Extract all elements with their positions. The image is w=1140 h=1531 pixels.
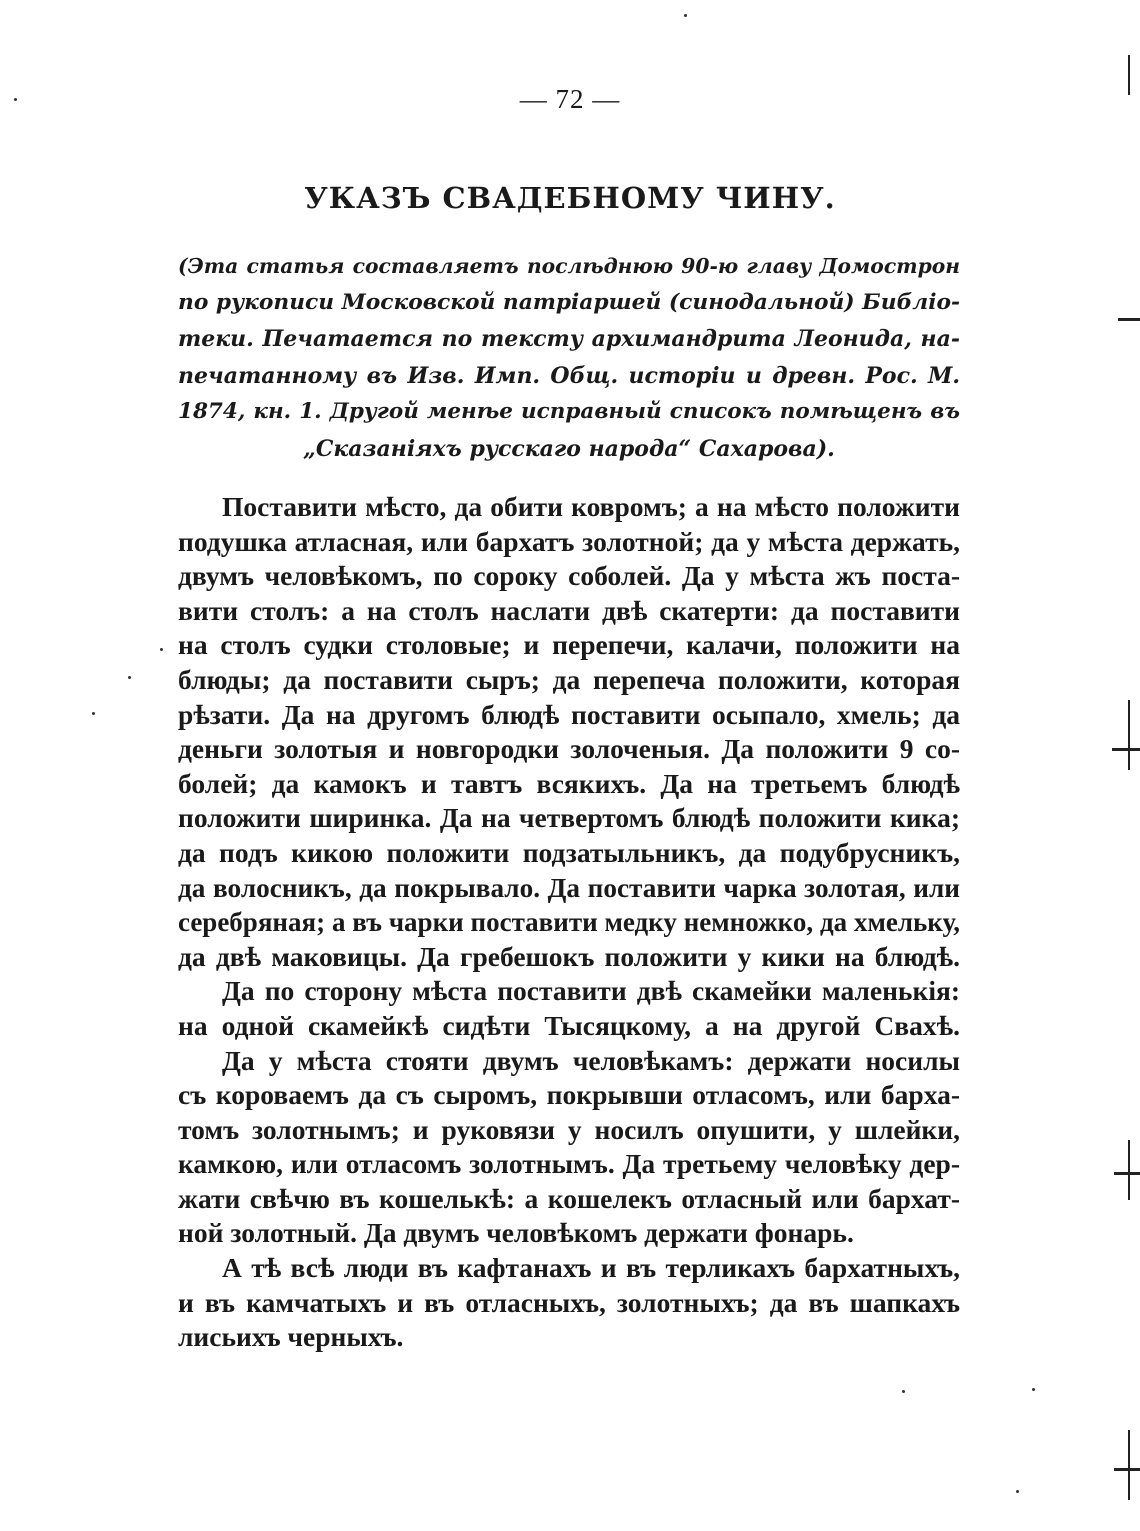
note-line: (Эта статья составляетъ послѣднюю 90-ю главу Домострон [178,254,960,278]
scan-edge-mark [1128,1430,1130,1500]
scan-speck [14,98,17,101]
text-line: камкою, или отласомъ золотнымъ. Да третьему человѣку дер- [178,1148,960,1180]
text-line: лисьихъ черныхъ. [178,1321,404,1353]
scan-speck [160,648,163,651]
note-line: „Сказаніяхъ русскаго народа“ Сахарова). [303,435,835,462]
text-line: Поставити мѣсто, да обити ковромъ; а на мѣсто положити [222,491,960,522]
text-line: серебряная; а въ чарки поставити медку немножко, да хмельку, [178,907,960,938]
text-line: положити ширинка. Да на четвертомъ блюдѣ положити кика; [178,802,960,834]
scan-speck [902,1390,905,1393]
text-line: А тѣ всѣ люди въ кафтанахъ и въ терликахъ бархатныхъ, [222,1252,960,1284]
text-line: болей; да камокъ и тавтъ всякихъ. Да на третьемъ блюдѣ [178,767,960,799]
note-line: 1874, кн. 1. Другой менѣе исправный списокъ помѣщенъ въ [178,399,960,424]
text-line: вити столъ: а на столъ наслати двѣ скатерти: да поставити [178,594,960,626]
scan-speck [92,712,95,715]
text-line: жати свѣчю въ кошелькѣ: а кошелекъ отласный или бархат- [178,1182,960,1214]
scan-edge-mark [1128,700,1130,770]
scan-edge-mark [1112,748,1140,751]
scan-speck [684,14,687,17]
text-line: блюды; да поставити сыръ; да перепеча положити, которая [178,663,960,695]
text-line: Да у мѣста стояти двумъ человѣкамъ: держати носилы [222,1044,960,1076]
scan-speck [1016,1490,1019,1493]
text-line: да подъ кикою положити подзатыльникъ, да подубрусникъ, [178,836,960,868]
text-line: и въ камчатыхъ и въ отласныхъ, золотныхъ; да въ шапкахъ [178,1286,960,1318]
scan-edge-mark [1128,55,1130,95]
text-line: двумъ человѣкомъ, по сороку соболей. Да у мѣста жъ поста- [178,560,960,592]
section-title: УКАЗЪ СВАДЕБНОМУ ЧИНУ. [304,181,836,215]
text-line: рѣзати. Да на другомъ блюдѣ поставити осыпало, хмель; да [178,698,960,730]
scan-edge-mark [1114,1468,1140,1471]
note-line: теки. Печатается по тексту архимандрита Леонида, на- [178,326,960,352]
text-line: томъ золотнымъ; и руковязи у носилъ опушити, у шлейки, [178,1113,960,1145]
scan-speck [1032,1388,1035,1391]
text-line: на одной скамейкѣ сидѣти Тысяцкому, а на другой Свахѣ. [178,1009,960,1041]
text-line: да волосникъ, да покрывало. Да поставити чарка золотая, или [178,872,960,903]
text-line: да двѣ маковицы. Да гребешокъ положити у кики на блюдѣ. [178,940,960,972]
text-line: деньги золотыя и новгородки золоченыя. Да положити 9 со- [178,733,960,765]
main-text [178,490,960,1355]
text-line: ной золотный. Да двумъ человѣкомъ держати фонарь. [178,1217,854,1249]
text-line: съ короваемъ да съ сыромъ, покрывши отласомъ, или барха- [178,1079,960,1111]
editorial-note [178,248,960,467]
text-line: Да по сторону мѣста поставити двѣ скамейки маленькія: [222,975,960,1007]
scan-speck [128,676,131,679]
scan-edge-mark [1118,318,1140,321]
page-number: — 72 — [519,84,621,114]
note-line: по рукописи Московской патріаршей (синодальной) Библіо- [178,289,960,315]
scan-edge-mark [1114,1172,1140,1175]
text-line: на столъ судки столовые; и перепечи, калачи, положити на [178,629,960,661]
text-line: подушка атласная, или бархатъ золотной; да у мѣста держать, [178,525,960,557]
scan-edge-mark [1128,1140,1130,1200]
note-line: печатанному въ Изв. Имп. Общ. исторіи и древн. Рос. М. [178,362,960,389]
